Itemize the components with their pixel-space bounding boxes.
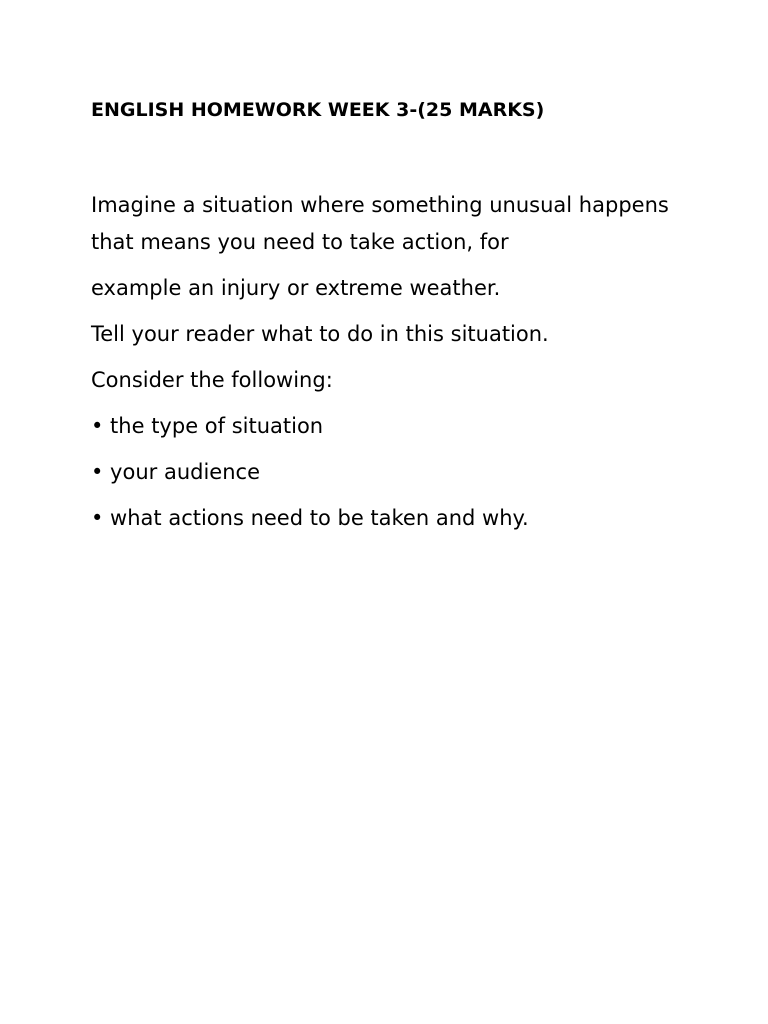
- paragraph-example: example an injury or extreme weather.: [91, 276, 501, 300]
- paragraph-consider: Consider the following:: [91, 368, 333, 392]
- bullet-actions: • what actions need to be taken and why.: [91, 506, 529, 530]
- paragraph-prompt: Imagine a situation where something unusual happens that means you need to take action, for: [91, 193, 669, 254]
- document-title: ENGLISH HOMEWORK WEEK 3-(25 MARKS): [91, 99, 545, 121]
- paragraph-instruction: Tell your reader what to do in this situation.: [91, 322, 549, 346]
- bullet-audience: • your audience: [91, 460, 260, 484]
- document-content: [91, 96, 691, 537]
- bullet-situation: • the type of situation: [91, 414, 324, 438]
